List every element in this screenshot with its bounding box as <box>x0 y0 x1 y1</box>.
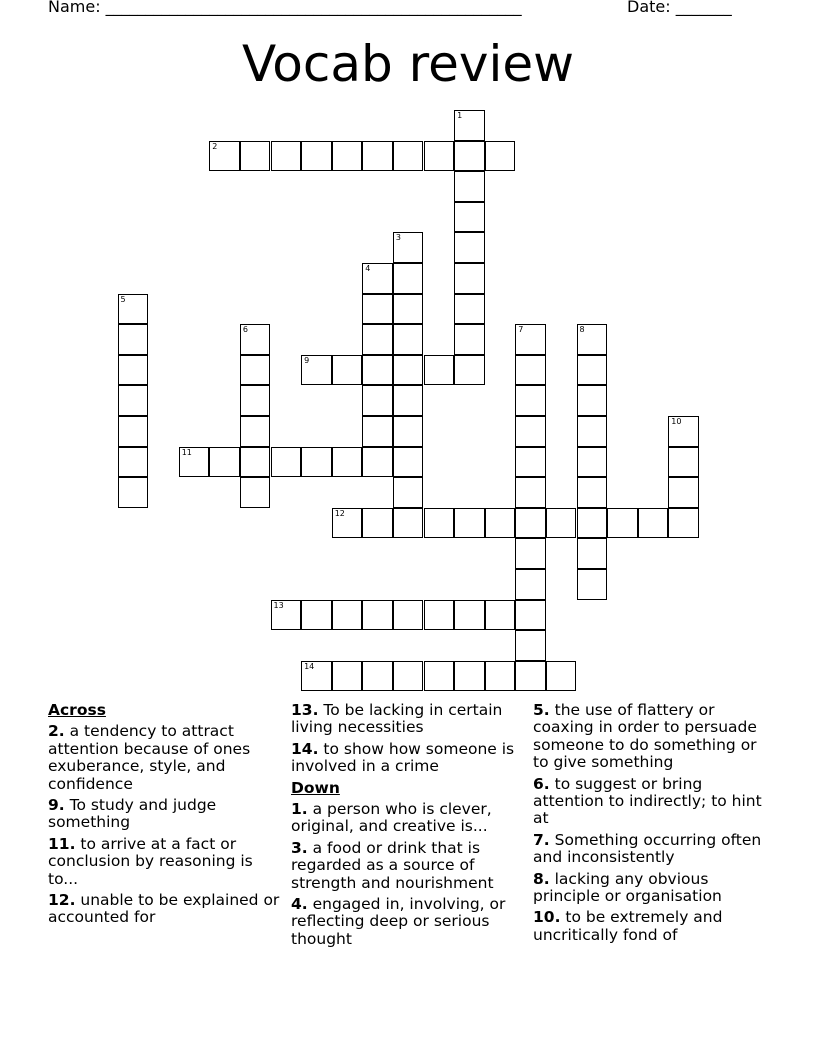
cell-number: 10 <box>671 417 682 426</box>
grid-cell[interactable] <box>515 630 546 661</box>
grid-cell[interactable] <box>209 447 240 478</box>
grid-cell[interactable] <box>240 324 271 355</box>
grid-cell[interactable] <box>546 661 577 692</box>
grid-cell[interactable] <box>515 447 546 478</box>
grid-cell[interactable] <box>332 600 363 631</box>
grid-cell[interactable] <box>362 141 393 172</box>
grid-cell[interactable] <box>393 355 424 386</box>
grid-cell[interactable] <box>485 600 516 631</box>
grid-cell[interactable] <box>424 661 455 692</box>
clues-column-2 <box>291 702 527 952</box>
grid-cell[interactable] <box>362 447 393 478</box>
grid-cell[interactable] <box>118 477 149 508</box>
across-clue-11: 11. to arrive at a fact or conclusion by reasoning is to... <box>48 834 253 888</box>
grid-cell[interactable] <box>424 600 455 631</box>
grid-cell[interactable] <box>393 447 424 478</box>
grid-cell[interactable] <box>393 294 424 325</box>
grid-cell[interactable] <box>515 324 546 355</box>
grid-cell[interactable] <box>454 110 485 141</box>
down-clue-6: 6. to suggest or bring attention to indirectly; to hint at <box>533 774 762 828</box>
grid-cell[interactable] <box>332 661 363 692</box>
cell-number: 4 <box>365 264 371 273</box>
grid-cell[interactable] <box>301 141 332 172</box>
cell-number: 3 <box>395 233 401 243</box>
across-clue-9: 9. To study and judge something <box>48 796 217 832</box>
grid-cell[interactable] <box>424 508 455 539</box>
grid-cell[interactable] <box>638 508 669 539</box>
grid-cell[interactable] <box>393 232 424 263</box>
down-clue-3: 3. a food or drink that is regarded as a source of strength and nourishment <box>291 838 494 892</box>
grid-cell[interactable] <box>515 355 546 386</box>
grid-cell[interactable] <box>393 416 424 447</box>
grid-cell[interactable] <box>393 385 424 416</box>
cell-number: 2 <box>212 141 218 151</box>
grid-cell[interactable] <box>668 508 699 539</box>
grid-cell[interactable] <box>362 661 393 692</box>
down-clue-8: 8. lacking any obvious principle or organisation <box>533 869 722 906</box>
down-clue-4: 4. engaged in, involving, or reflecting deep or serious thought <box>291 895 506 948</box>
down-clue-10: 10. to be extremely and uncritically fond of <box>533 908 723 944</box>
grid-cell[interactable] <box>362 416 393 447</box>
across-clue-12: 12. unable to be explained or accounted for <box>48 891 280 927</box>
grid-cell[interactable] <box>332 141 363 172</box>
grid-cell[interactable] <box>515 508 546 539</box>
cell-number: 6 <box>242 325 248 335</box>
cell-number: 13 <box>273 600 284 610</box>
grid-cell[interactable] <box>515 661 546 692</box>
grid-cell[interactable] <box>301 600 332 631</box>
grid-cell[interactable] <box>424 141 455 172</box>
grid-cell[interactable] <box>362 294 393 325</box>
grid-cell[interactable] <box>240 385 271 416</box>
grid-cell[interactable] <box>118 385 149 416</box>
grid-cell[interactable] <box>454 171 485 202</box>
grid-cell[interactable] <box>577 355 608 386</box>
clues-column-1 <box>48 702 284 931</box>
grid-cell[interactable] <box>393 141 424 172</box>
cell-number: 9 <box>304 355 310 365</box>
grid-cell[interactable] <box>454 661 485 692</box>
grid-cell[interactable] <box>362 263 393 294</box>
grid-cell[interactable] <box>209 141 240 172</box>
cell-number: 7 <box>518 325 524 335</box>
grid-cell[interactable] <box>454 141 485 172</box>
grid-cell[interactable] <box>577 324 608 355</box>
across-clue-13: 13. To be lacking in certain living necessities <box>291 701 503 737</box>
grid-cell[interactable] <box>515 477 546 508</box>
grid-cell[interactable] <box>393 477 424 508</box>
grid-cell[interactable] <box>454 600 485 631</box>
grid-cell[interactable] <box>240 355 271 386</box>
grid-cell[interactable] <box>454 263 485 294</box>
grid-cell[interactable] <box>301 355 332 386</box>
grid-cell[interactable] <box>362 355 393 386</box>
down-heading: Down <box>291 778 340 797</box>
grid-cell[interactable] <box>454 232 485 263</box>
grid-cell[interactable] <box>179 447 210 478</box>
grid-cell[interactable] <box>515 416 546 447</box>
grid-cell[interactable] <box>668 477 699 508</box>
grid-cell[interactable] <box>668 416 699 447</box>
grid-cell[interactable] <box>301 661 332 692</box>
down-clue-7: 7. Something occurring often and inconsistently <box>533 830 762 867</box>
grid-cell[interactable] <box>118 324 149 355</box>
date-field[interactable]: Date: _______ <box>627 0 732 16</box>
grid-cell[interactable] <box>240 141 271 172</box>
clues-column-3 <box>533 702 769 948</box>
grid-cell[interactable] <box>454 324 485 355</box>
grid-cell[interactable] <box>546 508 577 539</box>
grid-cell[interactable] <box>577 508 608 539</box>
grid-cell[interactable] <box>393 508 424 539</box>
grid-cell[interactable] <box>118 355 149 386</box>
grid-cell[interactable] <box>301 447 332 478</box>
grid-cell[interactable] <box>362 508 393 539</box>
page-title: Vocab review <box>241 35 575 93</box>
grid-cell[interactable] <box>118 416 149 447</box>
grid-cell[interactable] <box>240 447 271 478</box>
grid-cell[interactable] <box>668 447 699 478</box>
grid-cell[interactable] <box>577 569 608 600</box>
grid-cell[interactable] <box>362 600 393 631</box>
grid-cell[interactable] <box>332 447 363 478</box>
grid-cell[interactable] <box>362 324 393 355</box>
grid-cell[interactable] <box>485 141 516 172</box>
grid-cell[interactable] <box>393 600 424 631</box>
grid-cell[interactable] <box>515 600 546 631</box>
grid-cell[interactable] <box>454 508 485 539</box>
grid-cell[interactable] <box>607 508 638 539</box>
grid-cell[interactable] <box>577 477 608 508</box>
cell-number: 11 <box>181 447 192 457</box>
grid-cell[interactable] <box>485 508 516 539</box>
grid-cell[interactable] <box>362 385 393 416</box>
grid-cell[interactable] <box>454 355 485 386</box>
down-clue-5: 5. the use of flattery or coaxing in order to persuade someone to do something or to give something <box>533 701 757 772</box>
grid-cell[interactable] <box>393 263 424 294</box>
across-clue-2: 2. a tendency to attract attention because of ones exuberance, style, and confidence <box>48 722 251 793</box>
grid-cell[interactable] <box>454 294 485 325</box>
name-field[interactable]: Name: ____________________________________________________ <box>48 0 522 16</box>
grid-cell[interactable] <box>577 447 608 478</box>
across-clue-14: 14. to show how someone is involved in a crime <box>291 739 515 776</box>
cell-number: 14 <box>304 661 315 671</box>
cell-number: 1 <box>457 111 463 120</box>
grid-cell[interactable] <box>240 416 271 447</box>
grid-cell[interactable] <box>332 508 363 539</box>
grid-cell[interactable] <box>515 569 546 600</box>
grid-cell[interactable] <box>515 385 546 416</box>
grid-cell[interactable] <box>118 294 149 325</box>
grid-cell[interactable] <box>577 416 608 447</box>
grid-cell[interactable] <box>393 324 424 355</box>
grid-cell[interactable] <box>577 538 608 569</box>
grid-cell[interactable] <box>577 385 608 416</box>
grid-cell[interactable] <box>454 202 485 233</box>
down-clue-1: 1. a person who is clever, original, and creative is... <box>291 800 492 836</box>
grid-cell[interactable] <box>424 355 455 386</box>
grid-cell[interactable] <box>240 477 271 508</box>
grid-cell[interactable] <box>271 141 302 172</box>
grid-cell[interactable] <box>271 447 302 478</box>
grid-cell[interactable] <box>485 661 516 692</box>
grid-cell[interactable] <box>271 600 302 631</box>
cell-number: 12 <box>334 508 345 518</box>
grid-cell[interactable] <box>393 661 424 692</box>
grid-cell[interactable] <box>515 538 546 569</box>
grid-cell[interactable] <box>118 447 149 478</box>
grid-cell[interactable] <box>332 355 363 386</box>
across-heading: Across <box>48 701 106 719</box>
cell-number: 5 <box>120 294 126 304</box>
cell-number: 8 <box>579 325 585 335</box>
